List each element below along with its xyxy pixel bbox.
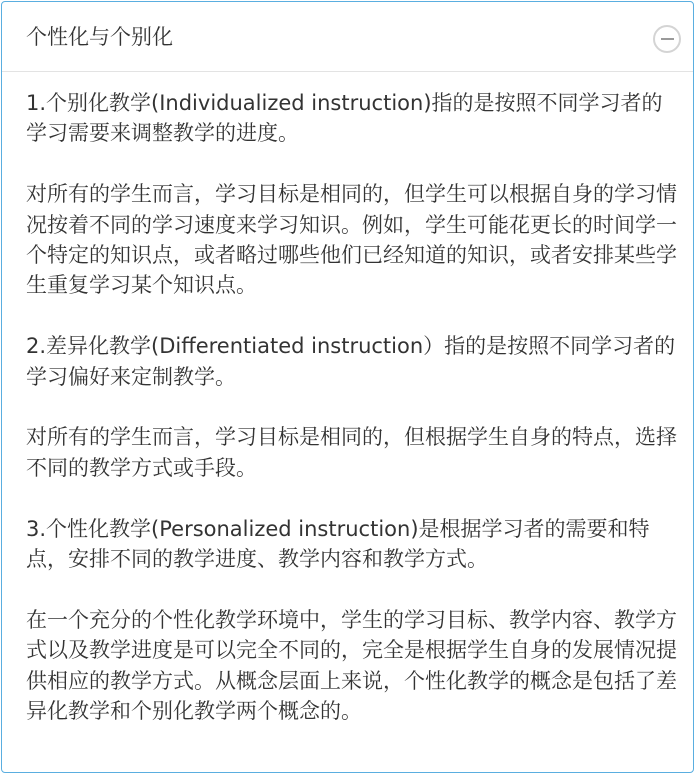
panel-body bbox=[26, 88, 678, 726]
panel-header bbox=[2, 2, 693, 72]
collapse-button[interactable] bbox=[653, 25, 681, 53]
content-panel bbox=[1, 1, 694, 773]
paragraph-differentiated-detail: 对所有的学生而言，学习目标是相同的，但根据学生自身的特点，选择不同的教学方式或手段。 bbox=[26, 425, 677, 480]
paragraph-personalized-detail: 在一个充分的个性化教学环境中，学生的学习目标、教学内容、教学方式以及教学进度是可以完全不同的，完全是根据学生自身的发展情况提供相应的教学方式。从概念层面上来说，个性化教学的概念是包括了差异化教学和个别化教学两个概念的。 bbox=[26, 607, 677, 724]
panel-title: 个性化与个别化 bbox=[26, 25, 173, 49]
paragraph-differentiated: 2.差异化教学(Differentiated instruction）指的是按照不同学习者的学习偏好来定制教学。 bbox=[26, 334, 676, 389]
paragraph-individualized: 1.个别化教学(Individualized instruction)指的是按照不同学习者的学习需要来调整教学的进度。 bbox=[26, 91, 663, 146]
paragraph-individualized-detail: 对所有的学生而言，学习目标是相同的，但学生可以根据自身的学习情况按着不同的学习速度来学习知识。例如，学生可能花更长的时间学一个特定的知识点，或者略过哪些他们已经知道的知识，或者安排某些学生重复学习某个知识点。 bbox=[26, 182, 677, 298]
paragraph-personalized: 3.个性化教学(Personalized instruction)是根据学习者的需要和特点，安排不同的教学进度、教学内容和教学方式。 bbox=[26, 516, 650, 572]
minus-circle-icon bbox=[661, 38, 674, 40]
